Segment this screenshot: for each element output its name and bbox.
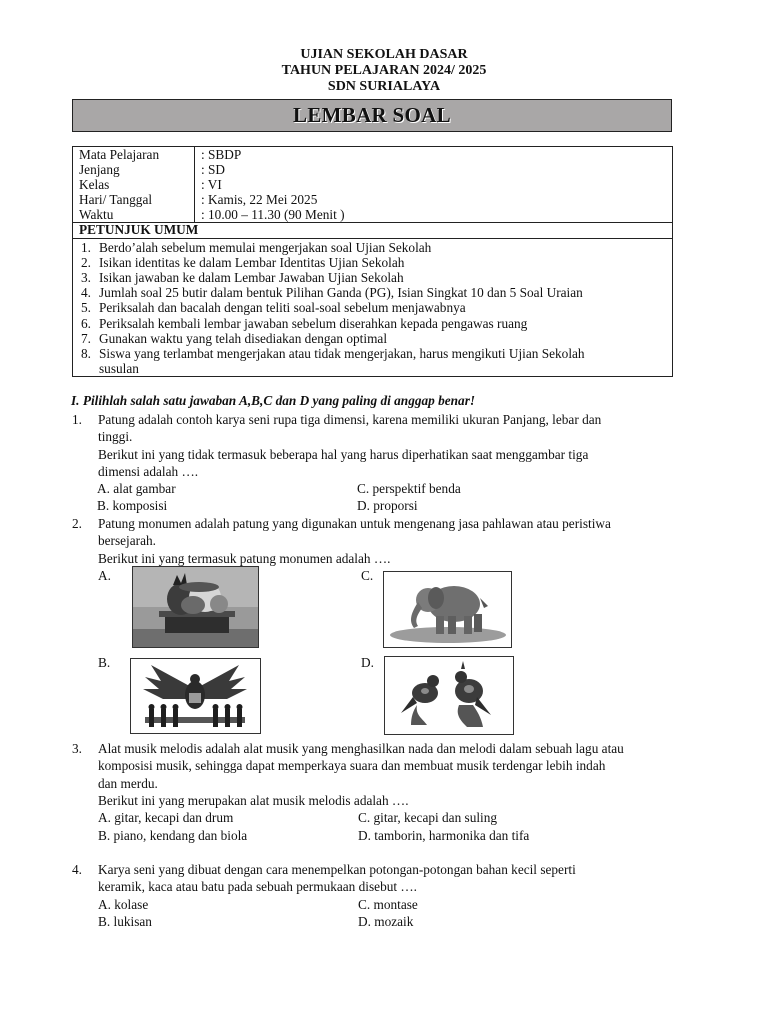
petunjuk-title: PETUNJUK UMUM bbox=[79, 222, 199, 237]
option-c[interactable]: C. bbox=[361, 568, 374, 583]
rule-item bbox=[81, 255, 671, 270]
rule-number: 6. bbox=[81, 316, 91, 331]
info-label: Hari/ Tanggal bbox=[79, 192, 153, 207]
question-text: Patung adalah contoh karya seni rupa tiga dimensi, karena memiliki ukuran Panjang, lebar dan bbox=[98, 412, 602, 427]
rule-number: 2. bbox=[81, 255, 91, 270]
info-label: Jenjang bbox=[79, 162, 120, 177]
option-a[interactable]: A. bbox=[98, 568, 111, 583]
rule-number: 7. bbox=[81, 331, 91, 346]
question-text: Berikut ini yang merupakan alat musik melodis adalah …. bbox=[98, 793, 409, 808]
rule-item bbox=[81, 361, 671, 376]
rule-item bbox=[81, 346, 671, 361]
rule-text: Berdo’alah sebelum memulai mengerjakan soal Ujian Sekolah bbox=[99, 240, 432, 255]
academic-year: TAHUN PELAJARAN 2024/ 2025 bbox=[281, 63, 487, 78]
option-c[interactable]: C. montase bbox=[358, 897, 418, 912]
question-text: Patung monumen adalah patung yang digunakan untuk mengenang jasa pahlawan atau peristiwa bbox=[98, 516, 611, 531]
rule-text: Jumlah soal 25 butir dalam bentuk Pilihan Ganda (PG), Isian Singkat 10 dan 5 Soal Uraian bbox=[99, 285, 583, 300]
info-value: : SD bbox=[201, 162, 226, 177]
bird-statues-image[interactable] bbox=[384, 656, 514, 735]
elephant-statue-image[interactable] bbox=[383, 571, 512, 648]
question-text: tinggi. bbox=[98, 429, 133, 444]
rule-text: Periksalah kembali lembar jawaban sebelum diserahkan kepada pengawas ruang bbox=[99, 316, 528, 331]
rule-number: 8. bbox=[81, 346, 91, 361]
question-text: Berikut ini yang tidak termasuk beberapa hal yang harus diperhatikan saat menggambar tiga bbox=[98, 447, 589, 462]
info-label: Mata Pelajaran bbox=[79, 147, 160, 162]
rule-text: Siswa yang terlambat mengerjakan atau tidak mengerjakan, harus mengikuti Ujian Sekolah bbox=[99, 346, 585, 361]
rule-item bbox=[81, 240, 671, 255]
option-d[interactable]: D. proporsi bbox=[357, 498, 418, 513]
question-number: 2. bbox=[72, 516, 82, 531]
question-text: dan merdu. bbox=[98, 776, 158, 791]
info-divider bbox=[194, 146, 195, 223]
option-d[interactable]: D. tamborin, harmonika dan tifa bbox=[358, 828, 530, 843]
info-value: : VI bbox=[201, 177, 222, 192]
rule-text: Isikan identitas ke dalam Lembar Identitas Ujian Sekolah bbox=[99, 255, 405, 270]
option-b[interactable]: B. bbox=[98, 655, 111, 670]
info-value: : Kamis, 22 Mei 2025 bbox=[201, 192, 318, 207]
rule-number: 1. bbox=[81, 240, 91, 255]
fruit-monument-image[interactable] bbox=[132, 566, 259, 648]
rule-item bbox=[81, 270, 671, 285]
question-text: bersejarah. bbox=[98, 533, 156, 548]
school-exam-title: UJIAN SEKOLAH DASAR bbox=[300, 47, 468, 62]
lembar-soal-banner: LEMBAR SOAL bbox=[72, 99, 672, 132]
question-text: Karya seni yang dibuat dengan cara menempelkan potongan-potongan bahan kecil seperti bbox=[98, 862, 576, 877]
rule-number: 4. bbox=[81, 285, 91, 300]
info-value: : SBDP bbox=[201, 147, 242, 162]
section-instruction: I. Pilihlah salah satu jawaban A,B,C dan D yang paling di anggap benar! bbox=[71, 393, 476, 408]
rule-text: Isikan jawaban ke dalam Lembar Jawaban Ujian Sekolah bbox=[99, 270, 404, 285]
question-text: komposisi musik, sehingga dapat memperkaya suara dan membuat musik terdengar lebih indah bbox=[98, 758, 606, 773]
option-d[interactable]: D. mozaik bbox=[358, 914, 414, 929]
option-c[interactable]: C. perspektif benda bbox=[357, 481, 461, 496]
rule-text: susulan bbox=[99, 361, 139, 376]
info-value: : 10.00 – 11.30 (90 Menit ) bbox=[201, 207, 345, 222]
option-a[interactable]: A. gitar, kecapi dan drum bbox=[98, 810, 234, 825]
option-b[interactable]: B. lukisan bbox=[98, 914, 152, 929]
rule-number: 5. bbox=[81, 300, 91, 315]
rule-text: Periksalah dan bacalah dengan teliti soal-soal sebelum menjawabnya bbox=[99, 300, 466, 315]
info-label: Waktu bbox=[79, 207, 114, 222]
option-b[interactable]: B. komposisi bbox=[97, 498, 168, 513]
petunjuk-rule bbox=[72, 238, 673, 239]
question-text: Alat musik melodis adalah alat musik yang menghasilkan nada dan melodi dalam sebuah lagu atau bbox=[98, 741, 624, 756]
rule-item bbox=[81, 331, 671, 346]
rule-item bbox=[81, 300, 671, 315]
question-number: 3. bbox=[72, 741, 82, 756]
garuda-monument-image[interactable] bbox=[130, 658, 261, 734]
rule-text: Gunakan waktu yang telah disediakan dengan optimal bbox=[99, 331, 388, 346]
question-number: 4. bbox=[72, 862, 82, 877]
option-a[interactable]: A. alat gambar bbox=[97, 481, 176, 496]
question-text: dimensi adalah …. bbox=[98, 464, 199, 479]
school-name: SDN SURIALAYA bbox=[327, 79, 441, 94]
rule-item bbox=[81, 285, 671, 300]
rule-item bbox=[81, 316, 671, 331]
question-number: 1. bbox=[72, 412, 82, 427]
info-label: Kelas bbox=[79, 177, 110, 192]
option-d[interactable]: D. bbox=[361, 655, 374, 670]
option-b[interactable]: B. piano, kendang dan biola bbox=[98, 828, 248, 843]
option-c[interactable]: C. gitar, kecapi dan suling bbox=[358, 810, 498, 825]
question-text: keramik, kaca atau batu pada sebuah permukaan disebut …. bbox=[98, 879, 418, 894]
option-a[interactable]: A. kolase bbox=[98, 897, 149, 912]
question-text: Berikut ini yang termasuk patung monumen adalah …. bbox=[98, 551, 391, 566]
rule-number: 3. bbox=[81, 270, 91, 285]
